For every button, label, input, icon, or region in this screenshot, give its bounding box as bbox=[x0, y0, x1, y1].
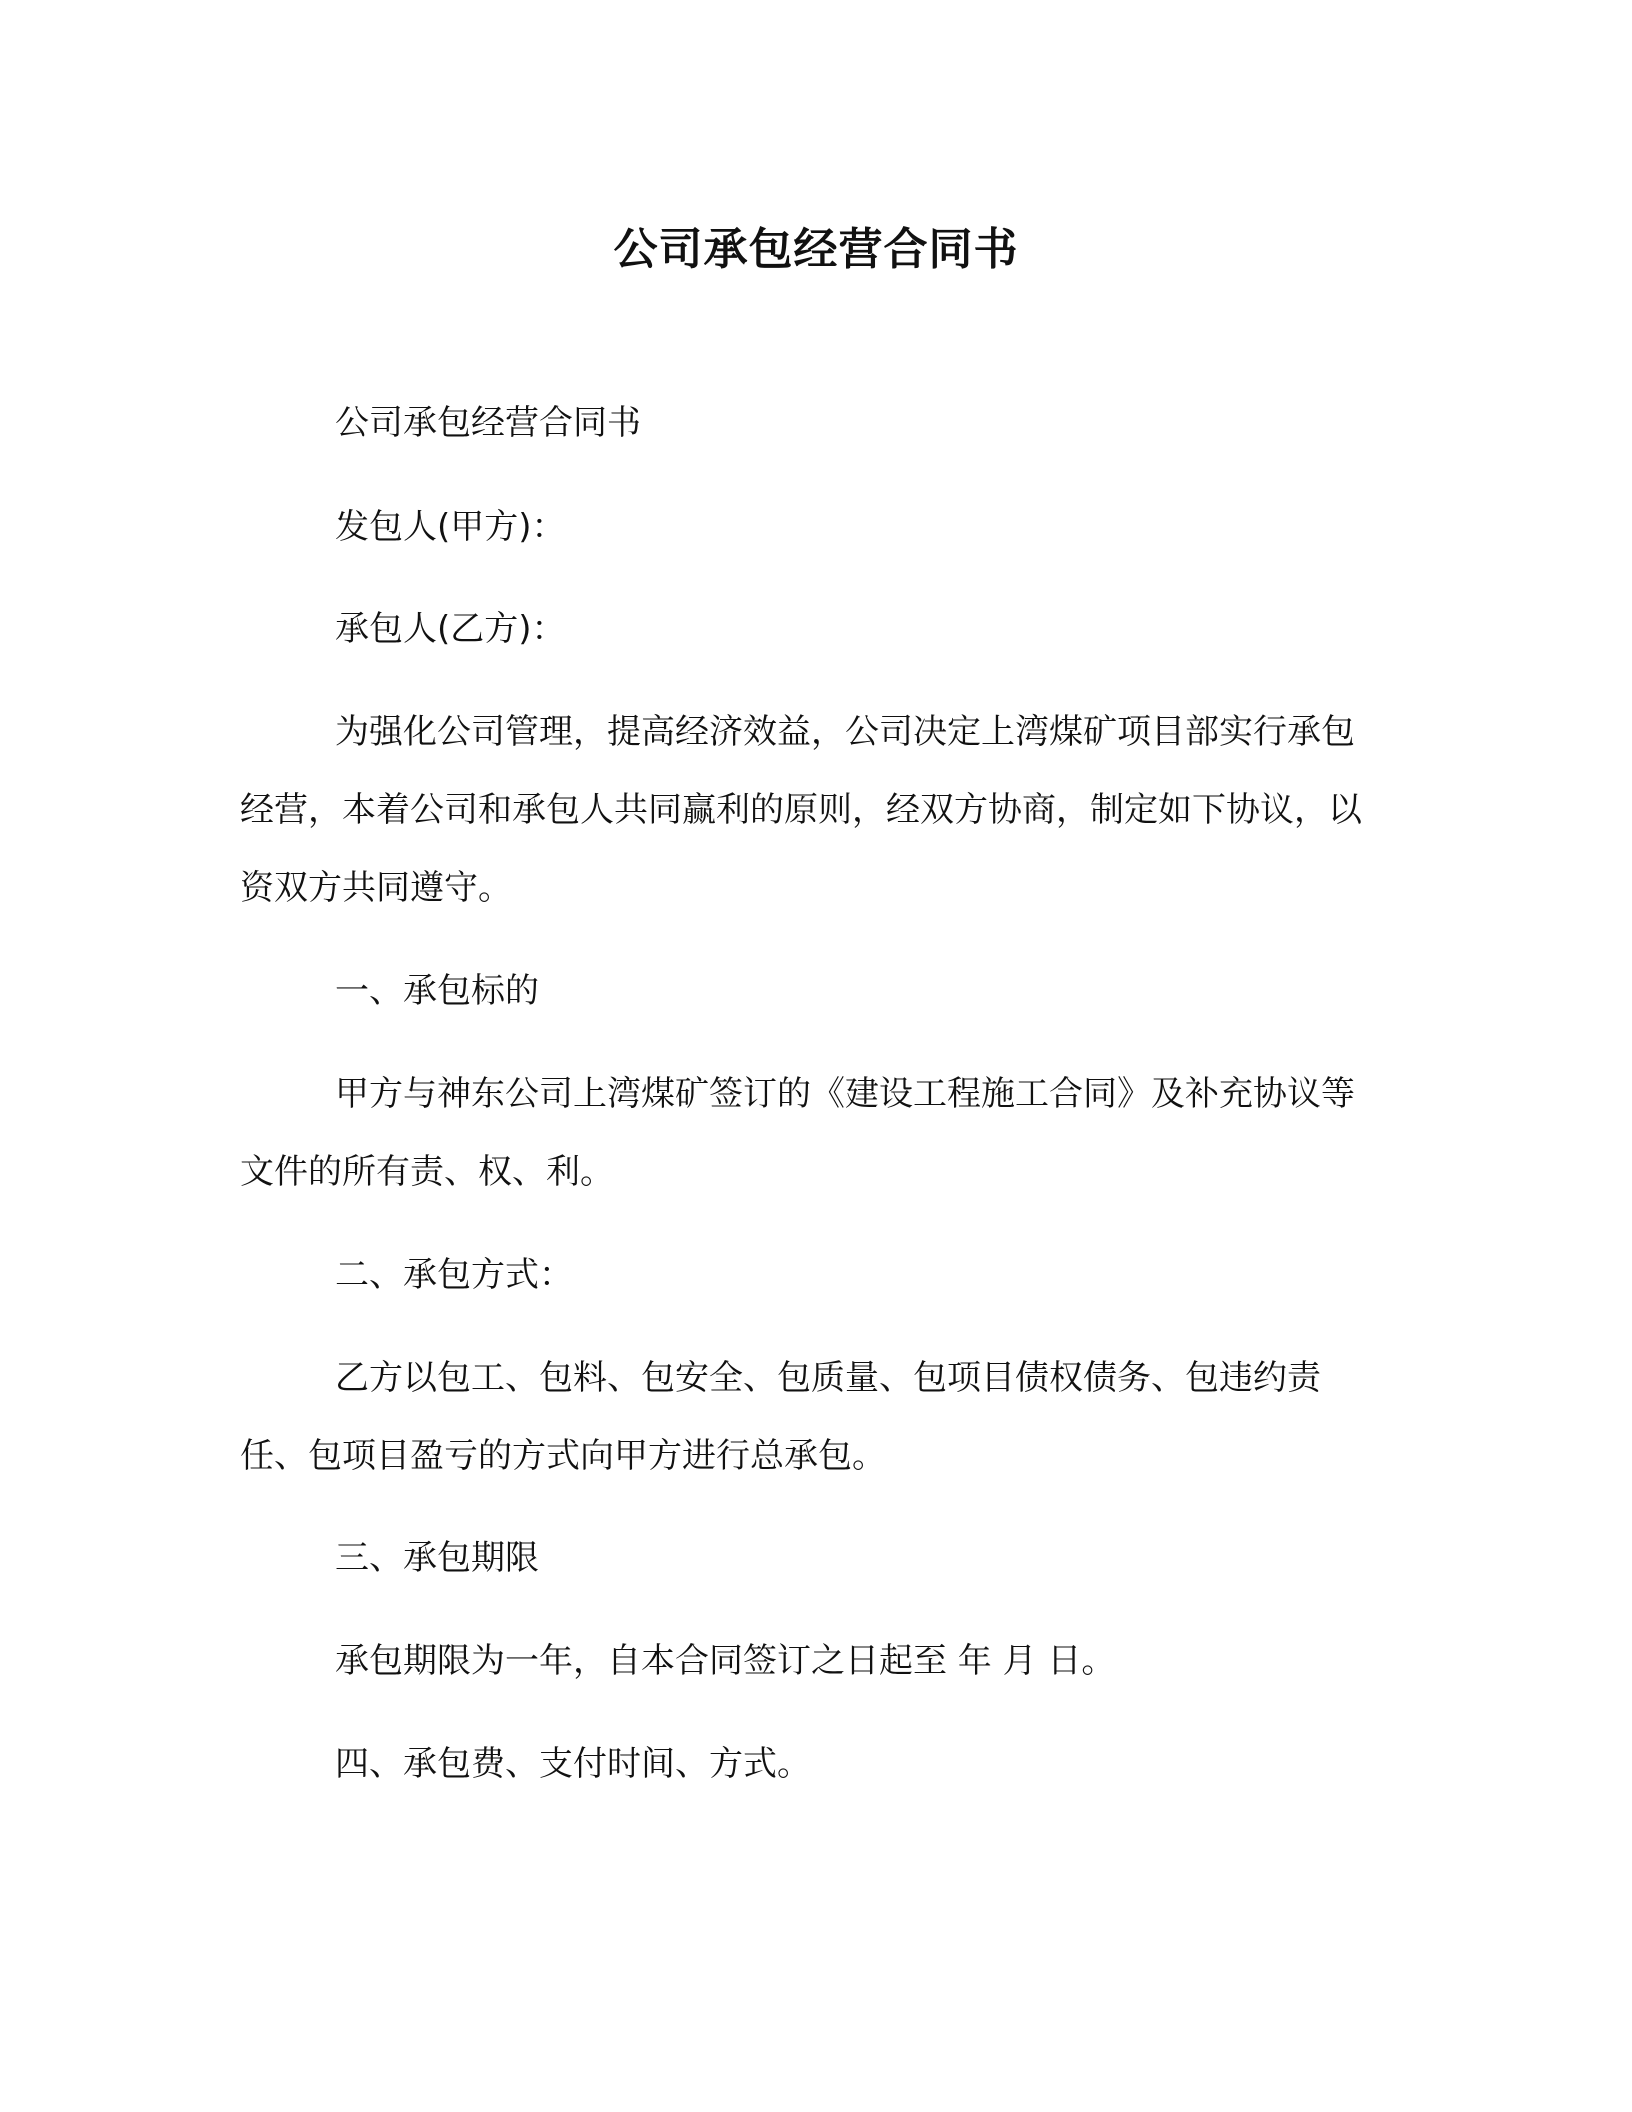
section-heading-4: 四、承包费、支付时间、方式。 bbox=[335, 1744, 811, 1784]
paragraph-section-3: 承包期限为一年，自本合同签订之日起至 年 月 日。 bbox=[335, 1641, 1116, 1681]
paragraph-party-a: 发包人(甲方)： bbox=[335, 507, 566, 547]
paragraph-party-b: 承包人(乙方)： bbox=[335, 609, 566, 649]
section-heading-2: 二、承包方式： bbox=[335, 1255, 573, 1295]
section-heading-3: 三、承包期限 bbox=[335, 1538, 539, 1578]
paragraph-preamble: 为强化公司管理，提高经济效益，公司决定上湾煤矿项目部实行承包经营，本着公司和承包人共同赢利的原则，经双方协商，制定如下协议，以资双方共同遵守。 bbox=[240, 712, 1362, 908]
section-heading-1: 一、承包标的 bbox=[335, 971, 539, 1011]
paragraph-subtitle: 公司承包经营合同书 bbox=[335, 403, 641, 443]
document-title: 公司承包经营合同书 bbox=[613, 224, 1019, 275]
paragraph-section-2: 乙方以包工、包料、包安全、包质量、包项目债权债务、包违约责任、包项目盈亏的方式向甲方进行总承包。 bbox=[240, 1358, 1321, 1476]
paragraph-section-1: 甲方与神东公司上湾煤矿签订的《建设工程施工合同》及补充协议等文件的所有责、权、利。 bbox=[240, 1074, 1355, 1192]
